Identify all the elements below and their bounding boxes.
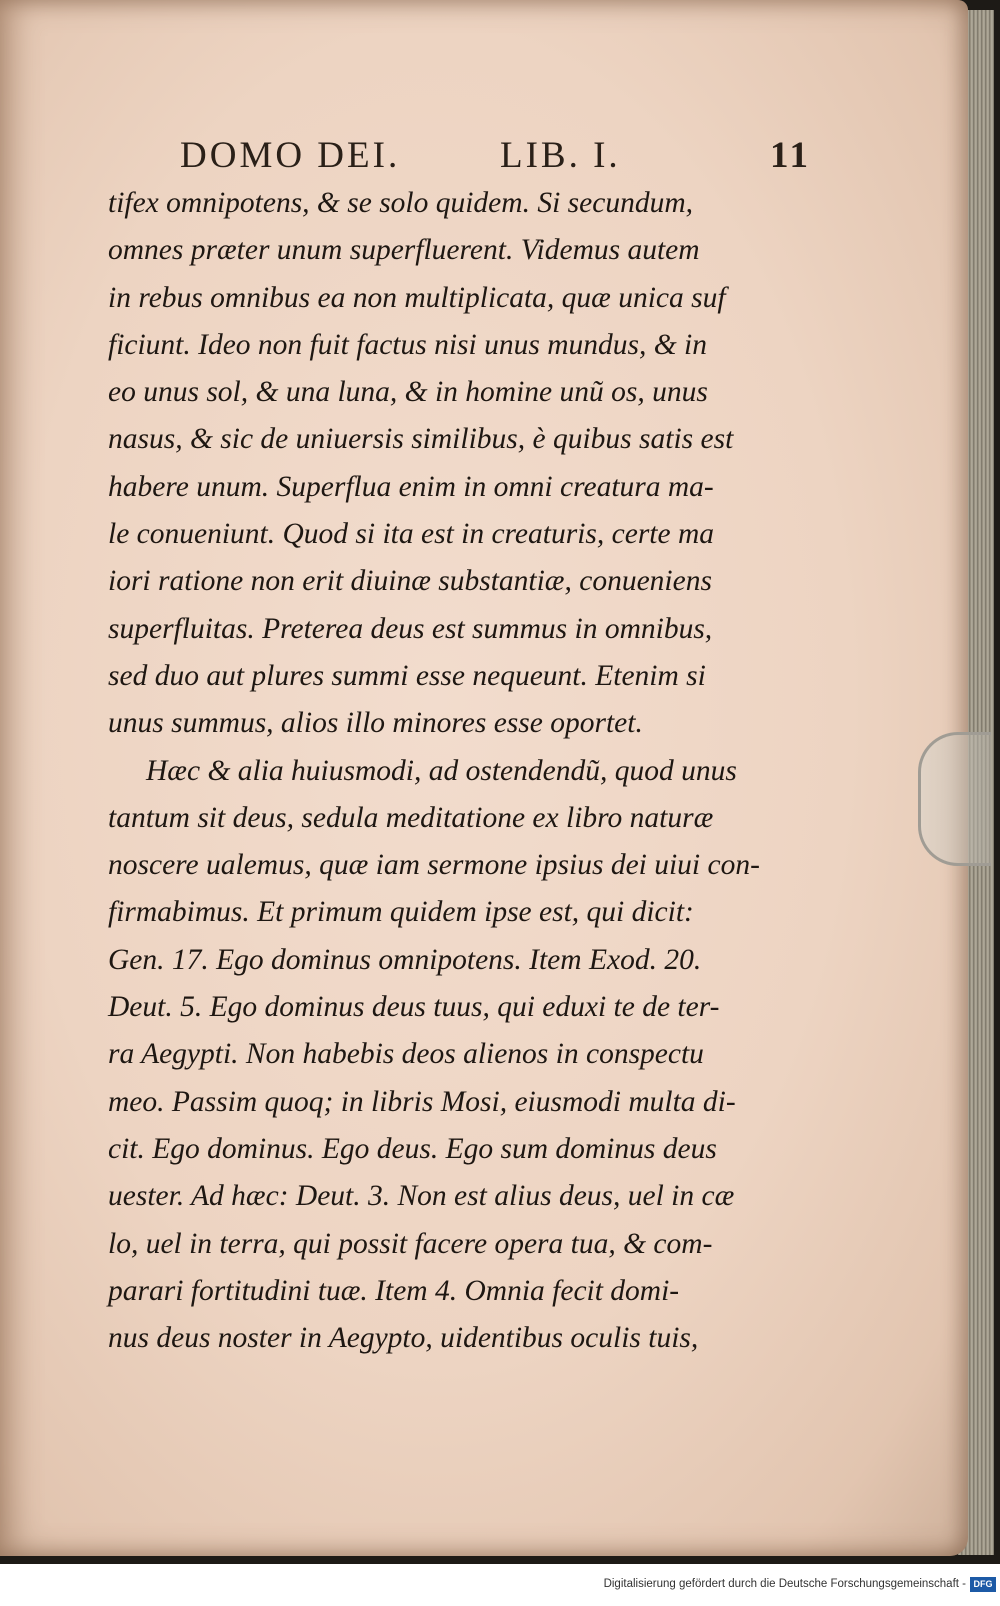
- text-line: sed duo aut plures summi esse nequeunt. Etenim si: [108, 659, 706, 692]
- running-header-title: DOMO DEI.: [180, 135, 401, 176]
- paragraph-start-line: Hæc & alia huiusmodi, ad ostendendũ, quod unus: [146, 754, 737, 787]
- footer-bar: [0, 1564, 1000, 1606]
- running-header-book: LIB. I.: [500, 135, 621, 176]
- dfg-logo: DFG: [970, 1577, 996, 1592]
- page-clip: [918, 732, 991, 866]
- text-line: in rebus omnibus ea non multiplicata, quæ unica suf: [108, 281, 726, 314]
- digitization-credit: Digitalisierung gefördert durch die Deutsche Forschungsgemeinschaft -: [603, 1578, 966, 1590]
- text-line: Deut. 5. Ego dominus deus tuus, qui eduxi te de ter-: [108, 991, 720, 1024]
- text-line: tantum sit deus, sedula meditatione ex libro naturæ: [108, 801, 714, 834]
- text-line: tifex omnipotens, & se solo quidem. Si secundum,: [108, 187, 694, 219]
- text-line: Gen. 17. Ego dominus omnipotens. Item Exod. 20.: [108, 943, 702, 976]
- text-line: firmabimus. Et primum quidem ipse est, qui dicit:: [108, 896, 694, 929]
- text-line: omnes præter unum superfluerent. Videmus autem: [108, 234, 700, 267]
- text-line: superfluitas. Preterea deus est summus in omnibus,: [108, 612, 713, 645]
- running-header: [180, 134, 820, 178]
- text-line: noscere ualemus, quæ iam sermone ipsius dei uiui con-: [108, 849, 760, 882]
- text-line: unus summus, alios illo minores esse oportet.: [108, 707, 643, 740]
- text-line: le conueniunt. Quod si ita est in creaturis, certe ma: [108, 518, 715, 551]
- body-text: [108, 180, 828, 1362]
- text-line: uester. Ad hæc: Deut. 3. Non est alius deus, uel in cæ: [108, 1180, 735, 1213]
- text-line: nus deus noster in Aegypto, uidentibus oculis tuis,: [108, 1322, 699, 1355]
- text-line: eo unus sol, & una luna, & in homine unũ os, unus: [108, 376, 708, 409]
- text-line: ra Aegypti. Non habebis deos alienos in conspectu: [108, 1038, 704, 1071]
- page-number: 11: [770, 135, 811, 176]
- text-line: ficiunt. Ideo non fuit factus nisi unus mundus, & in: [108, 328, 708, 361]
- text-line: meo. Passim quoq; in libris Mosi, eiusmodi multa di-: [108, 1085, 736, 1118]
- text-line: cit. Ego dominus. Ego deus. Ego sum dominus deus: [108, 1132, 717, 1165]
- text-line: parari fortitudini tuæ. Item 4. Omnia fecit domi-: [108, 1274, 680, 1307]
- text-line: iori ratione non erit diuinæ substantiæ, conueniens: [108, 565, 712, 598]
- text-line: lo, uel in terra, qui possit facere opera tua, & com-: [108, 1227, 713, 1260]
- text-line: nasus, & sic de uniuersis similibus, è quibus satis est: [108, 423, 734, 456]
- text-line: habere unum. Superflua enim in omni creatura ma-: [108, 470, 714, 503]
